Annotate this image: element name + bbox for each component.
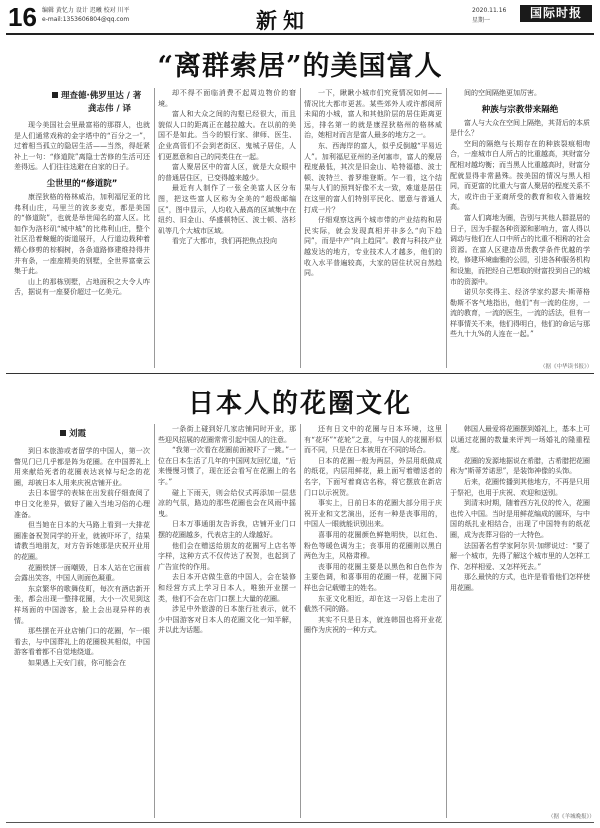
- top-rule: [6, 33, 594, 35]
- paragraph: 后来，花圈传播到其他地方，不再是只用于祭祀，也用于庆祝、欢迎和送别。: [450, 477, 590, 497]
- article2-credit: （据《羊城晚报》）: [548, 814, 595, 820]
- article1-credit: （据《中华读书报》）: [540, 364, 593, 370]
- paragraph: 山上的那栋别墅，占地面积之大令人咋舌，据说有一座要价超过一亿美元。: [14, 277, 150, 297]
- paragraph: 去日本留学的表妹在出发前仔细查阅了申日文化差异，做好了融入当地习俗的心理准备。: [14, 489, 150, 519]
- article2-author: 刘霞: [69, 429, 87, 439]
- article2-column-4: [450, 424, 590, 810]
- bullet-square-icon: [52, 92, 58, 98]
- article2-title: 日本人的花圈文化: [187, 389, 412, 419]
- issue-date: [472, 6, 506, 26]
- paragraph: 东京繁华的歌舞伎町，每次有酒店新开张，都会出现一整排花圈，大小一次见到这样场面的中国游客，脸上会出现异样的表情。: [14, 584, 150, 625]
- article1-column-1: [14, 120, 150, 368]
- bullet-square-icon: [60, 430, 66, 436]
- article1-column-2: [158, 88, 296, 368]
- article1-subheading-1: 尘世里的“修道院”: [46, 178, 118, 189]
- email-line: e-mail:1353606804@qq.com: [42, 16, 130, 23]
- paragraph: 去日本开店做生意的中国人，会在装修和经营方式上学习日本人，唯独开业摆一类，他们不会在店门口摆上大量的花圈。: [158, 573, 296, 603]
- paragraph: 其实不只是日本，就连韩国也将开业花圈作为庆祝的一种方式。: [304, 615, 442, 635]
- paragraph: 到清末时期，随着西方礼仪的传入，花圈也传入中国。当时是用鲜花编成的圆环，与中国的纸扎业相结合，出现了中国特有的纸花圈，成为丧葬习俗的一大特色。: [450, 499, 590, 539]
- section-title: 新知: [256, 8, 310, 33]
- article2-column-2: [158, 424, 296, 818]
- column-divider: [446, 88, 447, 368]
- paragraph: 东、西海岸的富人，似乎反倒越“平易近人”。加利福尼亚州的圣何塞市，富人的聚居程度最低，其次是旧金山、哈特福德、波士顿、波特兰、普罗维登斯。乍一看，这个结果与人们的预判好像不太一致，难道是居住在这里的富人们特别平民化、愿意与普通人打成一片？: [304, 141, 442, 214]
- paragraph: 富人与大众在空间上隔绝，其背后的本质是什么？: [450, 118, 590, 138]
- page-number: 16: [8, 2, 37, 32]
- paragraph: 事实上，日前日本的花圈大部分用于庆祝开业和文艺演出，还有一种是丧事用的，中国人一眼就能识别出来。: [304, 499, 442, 529]
- middle-rule: [6, 373, 594, 374]
- article1-title: “离群索居”的美国富人: [157, 51, 443, 82]
- paragraph: 看完了大都市，我们再把焦点投向: [172, 237, 277, 246]
- column-divider: [300, 88, 301, 368]
- article2-column-3: [304, 424, 442, 818]
- paragraph: 丧事用的花圈主要是以黑色和白色作为主要色调，和喜事用的花圈一样，花圈下同样也会记载赠主的姓名。: [304, 562, 442, 592]
- masthead: [0, 0, 600, 34]
- paragraph: 花圈的发源地据说在希腊，古希腊把花圈称为“斯蒂芳诺思”，是装饰神像的头饰。: [450, 456, 590, 476]
- paragraph: 但当她在日本的大马路上看到一大排花圈准备祝贺同学的开业，就被吓坏了，结果请教当地朋友，对方告诉她那是庆祝开业用的花圈。: [14, 521, 150, 561]
- paragraph: 如果遇上天安门前，你可能会在: [28, 658, 126, 667]
- article1-column-4: [450, 88, 590, 360]
- paragraph: 法国著名哲学家阿尔贝·加缪说过：“要了解一个城市，先得了解这个城市里的人怎样工作、怎样相爱、又怎样死去。”: [450, 541, 590, 571]
- paragraph: 一条街上碰到好几家店铺同时开业，那些迎风招展的花圈常常引起中国人的注意。: [158, 425, 296, 444]
- paragraph: 却不得不面临消费不起周边物价的窘境。: [158, 89, 296, 108]
- article1-subheading-2: 种族与宗教带来隔绝: [481, 104, 559, 115]
- newspaper-logo: 国际时报: [520, 5, 592, 22]
- paragraph: 康涅狄格的格林威治，加利福尼亚的比弗利山庄，马里兰的波多麦克，都是美国的“修道院”，也就是举世闻名的富人区。比如作为洛杉矶“城中城”的比弗利山庄，整个社区沿着蜿蜒的街道展开，人行道边栽种着精心修剪的棕榈树，各条道路修建维持得井井有条，一座座精美的别墅，全世界富豪云集于此。: [14, 192, 150, 276]
- paragraph: 喜事用的花圈颜色鲜艳明快，以红色、粉色等暖色调为主；丧事用的花圈则以黑白两色为主，风格肃穆。: [304, 530, 442, 561]
- paragraph: 碰上下雨天，则会给仪式再添加一层悲凉的气氛，路边的那些花圈也会在风雨中摇曳。: [158, 488, 296, 518]
- bottom-rule: [6, 822, 594, 823]
- article2-byline: [60, 428, 86, 441]
- paragraph: 还有日文中的花圈与日本环境，这里有“花环”“花轮”之意，与中国人的花圈形似而不同，只是在日本被用在不同的场合。: [304, 425, 442, 455]
- column-divider: [154, 88, 155, 368]
- paragraph: 最近有人制作了一张全美富人区分布图，把这些富人区称为全美的“超级邮编区”，图中显示，人均收入最高的区域集中在纽约、旧金山、华盛顿特区、波士顿、洛杉矶等几个大城市区域。: [158, 184, 296, 235]
- paragraph: 东亚文化相近，却在这一习俗上走出了截然不同的路。: [304, 594, 442, 614]
- paragraph: 富人们离地为圈，告别与其他人群混居的日子，因为手握各种资源和影响力，富人得以调动与他们在人口中所占的比重不相称的社会资源。在富人区建造昂贵教学条件优越的学校，修建环境幽雅的公园，引进各种服务机构和设施，而把经自己想取的财富投到自己的城市的资源中。: [450, 213, 590, 286]
- paragraph: “我第一次看在花圈前面被吓了一跳。”一位在日本生活了几年的中国网友回忆道，“后来慢慢习惯了，现在还会看写在花圈上的名字。”: [158, 446, 296, 486]
- paragraph: 那些摆在开业店铺门口的花圈，乍一眼看去，与中国葬礼上的花圈极其相似，中国游客看着都不自觉地绕道。: [14, 627, 150, 657]
- editor-info: [42, 6, 130, 24]
- paragraph: 现今美国社会里最富裕的那群人，也就是人们通常戏称的金字塔中的“百分之一”，过着相当孤立的隐居生活——当然，得赶紧补上一句：“修道院”离隐士苦修的生活可还差得远。人们往往选避在自家的日子。: [14, 121, 150, 172]
- date-text: 2020.11.16: [472, 7, 507, 14]
- column-divider: [154, 424, 155, 818]
- paragraph: 富人和大众之间的沟壑已经很大，而且貌似人口的距离正在越拉越大。在以前的美国不是如此。当今的银行家、律师、医生、企业高管们不会到老街区、鬼城子居住，人们更愿意和自己的同类住在一起。: [158, 110, 296, 161]
- editor-line: 编辑 黄忆力 设计 迟曦 校对 川平: [42, 7, 130, 14]
- paragraph: 富人聚居区中的富人区，就是大众眼中的普通居住区，已变得越来越少。: [158, 163, 296, 182]
- paragraph: 花圈铁饼一面嘲毁，日本人站在它面前会露出笑容，中国人则面色凝重。: [14, 563, 150, 583]
- article2-column-1: [14, 446, 150, 818]
- column-divider: [300, 424, 301, 818]
- article1-byline: [52, 90, 141, 116]
- paragraph: 一下，瞅瞅小城市们究竟情况如何——情况比大都市更甚。某些郊外人或许都阅所未闻的小城，富人和其他阶层的居住距离更远，排名第一的就是康涅狄格州的格林威治，她相对而言是富人最多的地方之一。: [304, 89, 442, 140]
- paragraph: 空间的隔绝与长期存在的种族裂痕相吻合，一座城市白人所占的比重越高，其财富分配相对越均衡；而当黑人比重越高时，财富分配就显得非常悬殊。按美国的情况与黑人相同，而更富的比重大与富人聚居的程度关系不大，或许由于亚裔所受的教育和收入普遍较高。: [450, 139, 590, 212]
- paragraph: 涉足中外旅游的日本旅行社表示，就不少中国游客对日本人的花圈文化一知半解，并以此为话题。: [158, 605, 296, 635]
- article1-translator: 龚志伟 / 译: [88, 104, 132, 114]
- paragraph: 日本万事通朋友告诉我，店铺开业门口摆的花圈越多，代表店主的人缘越好。: [158, 520, 296, 539]
- paragraph: 间的空间隔绝更加厉害。: [464, 89, 541, 97]
- paragraph: 韩国人最爱将花圈摆到婚礼上，基本上可以通过花圈的数量来评判一场婚礼的隆重程度。: [450, 425, 590, 455]
- paragraph: 日本的花圈一般为两层，外层用纸做成的纸花，内层用鲜花，最上面写着赠送者的名字，下面写着商店名称，将它摆放在新店门口以示祝贺。: [304, 456, 442, 497]
- article1-column-3: [304, 88, 442, 368]
- paragraph: 仔细观察这两个城市带的产业结构和居民实际，就会发现真相并非多么“向下趋同”，而是中产“向上趋同”。教育与科技产业越发达的地方，专业技术人才越多，他们的收入水平普遍较高，大家的居住状况自然趋同。: [304, 216, 442, 278]
- paragraph: 到日本旅游或者留学的中国人，第一次瞥见门已几乎都是阵为花圈。在中国葬礼上用来献给死者的花圈表达哀悼与纪念的花圈，却被日本人用来庆祝店铺开业。: [14, 447, 150, 487]
- article1-author: [52, 90, 141, 103]
- article1-author-text: 理查德·佛罗里达 / 著: [61, 91, 142, 101]
- paragraph: 他们会在赠送给朋友的花圈写上店名等字样，这种方式不仅传达了祝贺，也起到了广告宣传的作用。: [158, 541, 296, 571]
- paragraph: 那么最快的方式，也许是看看他们怎样使用花圈。: [450, 573, 590, 592]
- weekday-text: 星期一: [472, 17, 491, 24]
- paragraph: 诺贝尔奖得主、经济学家约瑟夫·斯蒂格勒斯不客气地指出，他们“有一流的住房，一流的教育，一流的医生，一流的活法，但有一样事情关不来，他们得明白，他们的命运与那些九十九%的人连在一起。”: [450, 288, 590, 339]
- column-divider: [446, 424, 447, 818]
